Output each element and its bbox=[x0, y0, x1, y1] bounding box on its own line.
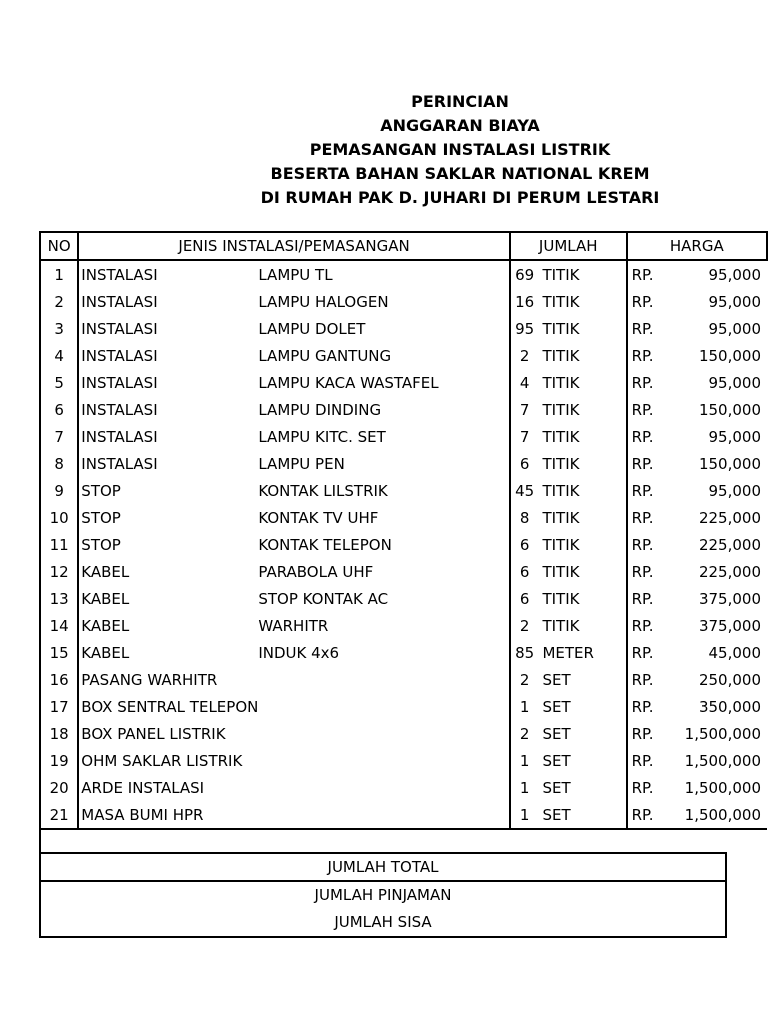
jumlah-sisa: JUMLAH SISA bbox=[334, 913, 432, 931]
table-row bbox=[40, 423, 767, 450]
table-row bbox=[40, 342, 767, 369]
document-title bbox=[140, 90, 768, 210]
row-price: 350,000 bbox=[698, 697, 761, 716]
table-row bbox=[40, 693, 767, 720]
table-body bbox=[40, 260, 767, 829]
table-row bbox=[40, 531, 767, 558]
row-unit: SET bbox=[538, 720, 626, 747]
row-type: INSTALASI bbox=[81, 400, 158, 419]
row-qty: 6 bbox=[510, 558, 539, 585]
table-row bbox=[40, 315, 767, 342]
title-line: PEMASANGAN INSTALASI LISTRIK bbox=[309, 140, 611, 159]
row-no: 18 bbox=[40, 720, 78, 747]
row-type: INSTALASI bbox=[81, 292, 158, 311]
row-item bbox=[258, 693, 509, 720]
row-unit: SET bbox=[538, 801, 626, 829]
row-item bbox=[258, 720, 509, 747]
row-price: 250,000 bbox=[698, 670, 761, 689]
row-qty: 6 bbox=[510, 450, 539, 477]
row-qty: 8 bbox=[510, 504, 539, 531]
row-qty: 2 bbox=[510, 342, 539, 369]
summary-section bbox=[39, 828, 727, 938]
row-currency: RP. bbox=[631, 562, 654, 581]
row-qty: 1 bbox=[510, 801, 539, 829]
jumlah-total: JUMLAH TOTAL bbox=[39, 852, 727, 880]
row-no: 7 bbox=[40, 423, 78, 450]
row-currency: RP. bbox=[631, 508, 654, 527]
row-unit: TITIK bbox=[538, 531, 626, 558]
row-currency: RP. bbox=[631, 265, 654, 284]
row-qty: 16 bbox=[510, 288, 539, 315]
table-row bbox=[40, 450, 767, 477]
row-no: 10 bbox=[40, 504, 78, 531]
row-item bbox=[258, 666, 509, 693]
table-row bbox=[40, 801, 767, 829]
row-unit: TITIK bbox=[538, 504, 626, 531]
row-currency: RP. bbox=[631, 589, 654, 608]
row-qty: 4 bbox=[510, 369, 539, 396]
row-price: 225,000 bbox=[698, 562, 761, 581]
row-type: KABEL bbox=[81, 643, 130, 662]
row-currency: RP. bbox=[631, 400, 654, 419]
row-price: 95,000 bbox=[708, 427, 761, 446]
row-unit: SET bbox=[538, 774, 626, 801]
row-currency: RP. bbox=[631, 778, 654, 797]
row-type: INSTALASI bbox=[81, 454, 158, 473]
row-item: KONTAK TV UHF bbox=[258, 508, 379, 527]
row-item: LAMPU PEN bbox=[258, 454, 345, 473]
row-unit: METER bbox=[538, 639, 626, 666]
row-price: 45,000 bbox=[708, 643, 761, 662]
table-row bbox=[40, 666, 767, 693]
row-type: INSTALASI bbox=[81, 346, 158, 365]
row-unit: TITIK bbox=[538, 315, 626, 342]
row-unit: SET bbox=[538, 666, 626, 693]
title-line: PERINCIAN bbox=[411, 92, 509, 111]
row-unit: SET bbox=[538, 693, 626, 720]
row-currency: RP. bbox=[631, 751, 654, 770]
row-unit: TITIK bbox=[538, 477, 626, 504]
row-price: 1,500,000 bbox=[668, 801, 767, 829]
table-row bbox=[40, 369, 767, 396]
row-type: BOX PANEL LISTRIK bbox=[81, 724, 226, 743]
header-jumlah: JUMLAH bbox=[510, 232, 627, 260]
row-item: STOP KONTAK AC bbox=[258, 589, 389, 608]
row-unit: TITIK bbox=[538, 342, 626, 369]
row-type: ARDE INSTALASI bbox=[81, 778, 205, 797]
row-price: 95,000 bbox=[708, 373, 761, 392]
table-row bbox=[40, 720, 767, 747]
cost-table bbox=[39, 231, 768, 830]
title-line: BESERTA BAHAN SAKLAR NATIONAL KREM bbox=[270, 164, 650, 183]
row-currency: RP. bbox=[631, 373, 654, 392]
row-qty: 69 bbox=[510, 260, 539, 288]
summary-box bbox=[39, 880, 727, 938]
row-item: WARHITR bbox=[258, 616, 329, 635]
header-harga: HARGA bbox=[627, 232, 767, 260]
row-type: STOP bbox=[81, 481, 121, 500]
row-no: 14 bbox=[40, 612, 78, 639]
table-row bbox=[40, 396, 767, 423]
row-no: 6 bbox=[40, 396, 78, 423]
row-type: STOP bbox=[81, 535, 121, 554]
row-currency: RP. bbox=[631, 346, 654, 365]
table-row bbox=[40, 504, 767, 531]
row-currency: RP. bbox=[631, 643, 654, 662]
row-currency: RP. bbox=[631, 616, 654, 635]
table-row bbox=[40, 774, 767, 801]
row-type: PASANG WARHITR bbox=[81, 670, 218, 689]
row-qty: 1 bbox=[510, 693, 539, 720]
row-qty: 7 bbox=[510, 396, 539, 423]
row-no: 11 bbox=[40, 531, 78, 558]
row-price: 225,000 bbox=[698, 508, 761, 527]
row-price: 150,000 bbox=[698, 400, 761, 419]
row-type: STOP bbox=[81, 508, 121, 527]
table-row bbox=[40, 585, 767, 612]
row-item: PARABOLA UHF bbox=[258, 562, 374, 581]
row-currency: RP. bbox=[627, 801, 668, 829]
row-no: 20 bbox=[40, 774, 78, 801]
row-no: 2 bbox=[40, 288, 78, 315]
row-type: INSTALASI bbox=[81, 319, 158, 338]
row-price: 375,000 bbox=[698, 616, 761, 635]
row-no: 8 bbox=[40, 450, 78, 477]
row-item: KONTAK LILSTRIK bbox=[258, 481, 388, 500]
row-qty: 2 bbox=[510, 666, 539, 693]
row-currency: RP. bbox=[631, 697, 654, 716]
table-row bbox=[40, 477, 767, 504]
row-no: 19 bbox=[40, 747, 78, 774]
row-item: LAMPU HALOGEN bbox=[258, 292, 389, 311]
row-qty: 7 bbox=[510, 423, 539, 450]
row-qty: 85 bbox=[510, 639, 539, 666]
row-price: 1,500,000 bbox=[684, 724, 761, 743]
row-currency: RP. bbox=[631, 724, 654, 743]
row-item bbox=[258, 801, 509, 829]
row-price: 225,000 bbox=[698, 535, 761, 554]
row-unit: TITIK bbox=[538, 585, 626, 612]
row-price: 95,000 bbox=[708, 265, 761, 284]
row-price: 375,000 bbox=[698, 589, 761, 608]
row-type: INSTALASI bbox=[81, 265, 158, 284]
row-no: 12 bbox=[40, 558, 78, 585]
table-row bbox=[40, 612, 767, 639]
row-currency: RP. bbox=[631, 427, 654, 446]
row-no: 15 bbox=[40, 639, 78, 666]
row-price: 150,000 bbox=[698, 454, 761, 473]
row-type: INSTALASI bbox=[81, 427, 158, 446]
jumlah-pinjaman: JUMLAH PINJAMAN bbox=[314, 886, 452, 904]
row-qty: 6 bbox=[510, 531, 539, 558]
row-qty: 2 bbox=[510, 720, 539, 747]
row-price: 95,000 bbox=[708, 319, 761, 338]
table-row bbox=[40, 558, 767, 585]
row-no: 5 bbox=[40, 369, 78, 396]
row-price: 150,000 bbox=[698, 346, 761, 365]
row-item: INDUK 4x6 bbox=[258, 643, 340, 662]
row-price: 95,000 bbox=[708, 292, 761, 311]
row-currency: RP. bbox=[631, 670, 654, 689]
row-type: MASA BUMI HPR bbox=[78, 801, 258, 829]
table-row bbox=[40, 747, 767, 774]
row-unit: TITIK bbox=[538, 558, 626, 585]
row-qty: 1 bbox=[510, 774, 539, 801]
title-line: DI RUMAH PAK D. JUHARI DI PERUM LESTARI bbox=[260, 188, 660, 207]
row-type: KABEL bbox=[81, 562, 130, 581]
row-type: OHM SAKLAR LISTRIK bbox=[81, 751, 243, 770]
row-unit: TITIK bbox=[538, 450, 626, 477]
row-unit: TITIK bbox=[538, 423, 626, 450]
row-qty: 6 bbox=[510, 585, 539, 612]
row-no: 13 bbox=[40, 585, 78, 612]
row-qty: 45 bbox=[510, 477, 539, 504]
row-no: 21 bbox=[40, 801, 78, 829]
row-item bbox=[258, 747, 509, 774]
table-row bbox=[40, 639, 767, 666]
row-unit: TITIK bbox=[538, 396, 626, 423]
row-price: 95,000 bbox=[708, 481, 761, 500]
row-item: LAMPU DINDING bbox=[258, 400, 382, 419]
row-no: 16 bbox=[40, 666, 78, 693]
row-item: LAMPU KACA WASTAFEL bbox=[258, 373, 439, 392]
summary-spacer bbox=[39, 828, 727, 852]
row-item: LAMPU TL bbox=[258, 265, 333, 284]
header-jenis: JENIS INSTALASI/PEMASANGAN bbox=[78, 232, 510, 260]
row-item: LAMPU DOLET bbox=[258, 319, 366, 338]
row-no: 3 bbox=[40, 315, 78, 342]
title-line: ANGGARAN BIAYA bbox=[380, 116, 540, 135]
row-currency: RP. bbox=[631, 481, 654, 500]
row-type: KABEL bbox=[81, 616, 130, 635]
row-type: INSTALASI bbox=[81, 373, 158, 392]
table-header-row bbox=[40, 232, 767, 260]
row-unit: SET bbox=[538, 747, 626, 774]
row-item bbox=[258, 774, 509, 801]
row-price: 1,500,000 bbox=[684, 751, 761, 770]
row-no: 17 bbox=[40, 693, 78, 720]
row-qty: 1 bbox=[510, 747, 539, 774]
row-unit: TITIK bbox=[538, 612, 626, 639]
row-item: LAMPU KITC. SET bbox=[258, 427, 386, 446]
table-row bbox=[40, 260, 767, 288]
row-unit: TITIK bbox=[538, 369, 626, 396]
row-currency: RP. bbox=[631, 292, 654, 311]
row-currency: RP. bbox=[631, 535, 654, 554]
row-item: KONTAK TELEPON bbox=[258, 535, 392, 554]
row-qty: 2 bbox=[510, 612, 539, 639]
row-item: LAMPU GANTUNG bbox=[258, 346, 392, 365]
row-qty: 95 bbox=[510, 315, 539, 342]
row-unit: TITIK bbox=[538, 260, 626, 288]
row-type: BOX SENTRAL TELEPON bbox=[81, 697, 259, 716]
row-no: 9 bbox=[40, 477, 78, 504]
header-no: NO bbox=[40, 232, 78, 260]
row-unit: TITIK bbox=[538, 288, 626, 315]
table-row bbox=[40, 288, 767, 315]
row-currency: RP. bbox=[631, 319, 654, 338]
row-price: 1,500,000 bbox=[684, 778, 761, 797]
row-currency: RP. bbox=[631, 454, 654, 473]
row-no: 4 bbox=[40, 342, 78, 369]
row-type: KABEL bbox=[81, 589, 130, 608]
row-no: 1 bbox=[40, 260, 78, 288]
